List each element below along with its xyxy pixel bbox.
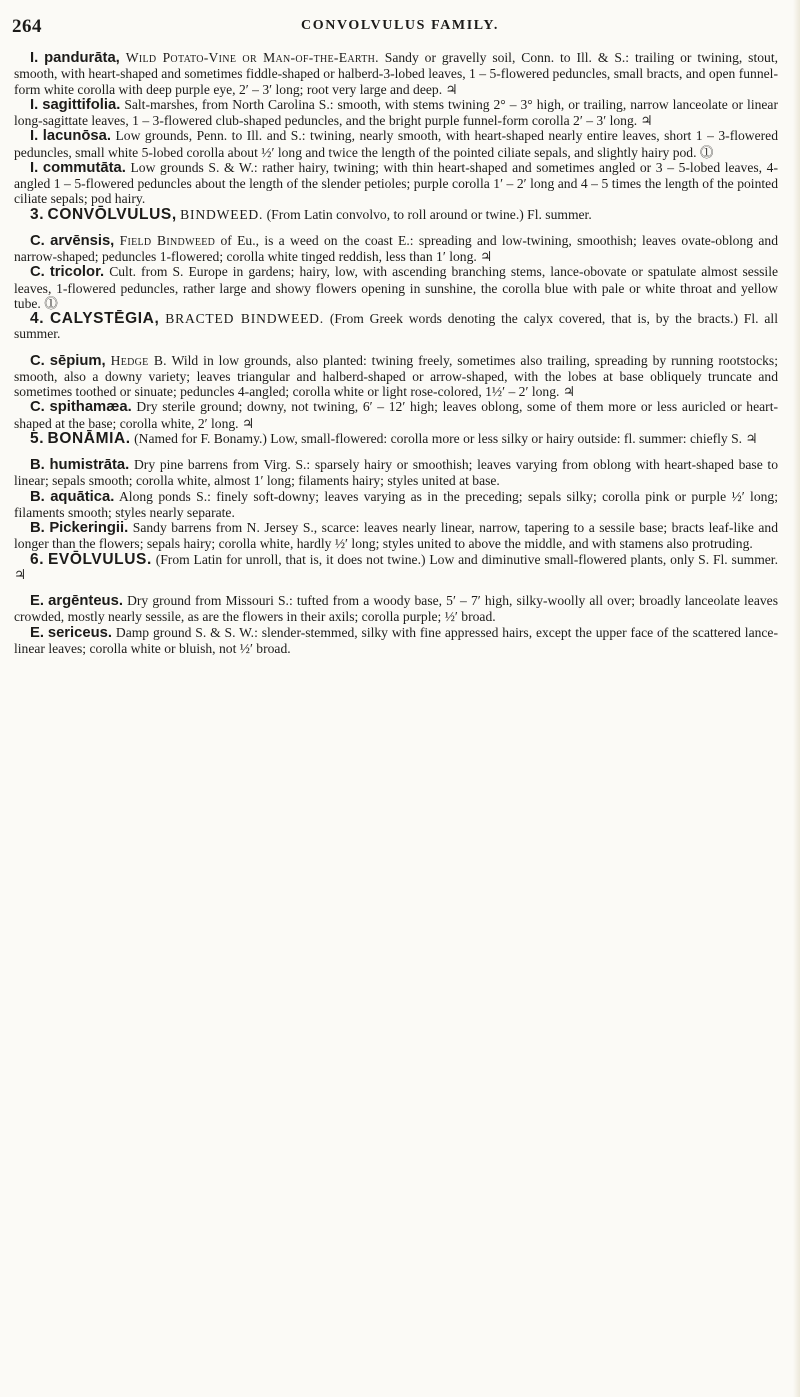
species-common-name: Field Bindweed <box>119 232 216 248</box>
species-name: commutāta. <box>42 159 126 176</box>
species-name: spithamæa. <box>49 399 132 416</box>
species-genus-initial: C. <box>30 264 45 281</box>
species-entry <box>14 160 778 207</box>
species-entry <box>14 593 778 625</box>
species-description: Salt-marshes, from North Carolina S.: smooth, with stems twining 2° – 3° high, or trailing, narrow lanceolate or linear long-sagittate leaves, 1 – 3-flowered club-shaped peduncles, and the bright purple funnel-form corolla 2′ – 3′ long. ♃ <box>14 96 778 128</box>
species-description: Dry sterile ground; downy, not twining, 6′ – 12′ high; leaves oblong, some of them more or less auricled or heart-shaped at the base; corolla white, 2′ long. ♃ <box>14 399 778 431</box>
running-title: CONVOLVULUS FAMILY. <box>301 18 499 33</box>
species-name: pandurāta, <box>44 50 120 66</box>
genus-number: 6. <box>30 550 45 568</box>
text-body <box>14 50 778 656</box>
species-name: tricolor. <box>49 264 105 281</box>
species-name: argēnteus. <box>48 593 123 609</box>
genus-heading <box>14 311 778 342</box>
species-genus-initial: B. <box>30 520 45 536</box>
species-description: Sandy barrens from N. Jersey S., scarce: leaves nearly linear, narrow, tapering to a sessile base; bracts leaf-like and longer than the flowers; sepals hairy; corolla white, hardly ½′ long; styles united to above the middle, and with stamens also protruding. <box>14 520 778 552</box>
species-genus-initial: I. <box>30 50 39 66</box>
genus-common-name: BINDWEED. <box>180 206 264 222</box>
species-description: Dry pine barrens from Virg. S.: sparsely hairy or smoothish; leaves varying from oblong with heart-shaped base to linear; sepals smooth; corolla white, almost 1′ long; filaments hairy; styles united at base. <box>14 457 778 489</box>
species-description: of Eu., is a weed on the coast E.: spreading and low-twining, smoothish; leaves ovate-oblong and narrow-shaped; peduncles 1-flowered; corolla white tinged reddish, less than 1′ long. ♃ <box>14 232 778 264</box>
species-description: Cult. from S. Europe in gardens; hairy, low, with ascending branching stems, lance-obovate or spatulate almost sessile leaves, 1-flowered peduncles, rather large and showy flowers opening in sunshine, the corolla blue with pale or white throat and yellow tube. ⓵ <box>14 264 779 311</box>
species-entry <box>14 353 778 400</box>
species-entry <box>14 50 778 97</box>
genus-number: 3. <box>30 205 45 223</box>
species-genus-initial: C. <box>30 232 45 249</box>
genus-heading <box>14 207 778 222</box>
species-description: Low grounds S. & W.: rather hairy, twining; with thin heart-shaped and sometimes angled or 3 – 5-lobed leaves, 4-angled 1 – 5-flowered peduncles about the length of the slender petioles; purple corolla 1′ – 2′ long and 4 – 5 times the length of the pointed ciliate sepals; pod hairy. <box>14 159 778 207</box>
page-edge-shadow <box>793 0 800 1397</box>
species-description: Wild in low grounds, also planted: twining freely, sometimes also trailing, spreading by running rootstocks; smooth, also a downy variety; leaves triangular and halberd-shaped or arrow-shaped, with the lobes at base obliquely truncate and sometimes toothed or sinuate; peduncles 4-angled; corolla white or light rose-colored, 1½′ – 2′ long. ♃ <box>14 352 778 399</box>
species-name: sagittifolia. <box>42 96 121 113</box>
genus-common-name: BRACTED BINDWEED. <box>165 311 324 326</box>
species-entry <box>14 233 778 265</box>
species-name: humistrāta. <box>49 457 130 473</box>
genus-description: (From Latin convolvo, to roll around or twine.) Fl. summer. <box>266 206 592 222</box>
species-entry <box>14 520 778 552</box>
species-name: sēpium, <box>49 352 106 369</box>
species-description: Along ponds S.: finely soft-downy; leaves varying as in the preceding; sepals silky; corolla pink or purple ½′ long; filaments smooth; styles nearly separate. <box>14 488 778 520</box>
genus-description: (From Greek words denoting the calyx covered, that is, by the bracts.) Fl. all summer. <box>14 311 778 342</box>
genus-name: CONVŌLVULUS, <box>47 205 177 223</box>
species-name: lacunōsa. <box>42 128 111 145</box>
species-entry <box>14 128 778 160</box>
genus-description: (From Latin for unroll, that is, it does not twine.) Low and diminutive small-flowered plants, only S. Fl. summer. ♃ <box>14 551 778 582</box>
species-name: sericeus. <box>47 624 113 641</box>
genus-number: 5. <box>30 429 45 447</box>
genus-heading <box>14 431 778 446</box>
species-genus-initial: I. <box>30 159 39 176</box>
species-entry <box>14 97 778 129</box>
species-genus-initial: I. <box>30 96 39 113</box>
genus-name: EVŌLVULUS. <box>47 550 152 568</box>
species-entry <box>14 264 778 311</box>
species-entry <box>14 625 778 657</box>
species-entry <box>14 399 778 431</box>
species-genus-initial: E. <box>30 593 44 609</box>
species-genus-initial: C. <box>30 399 45 416</box>
species-common-name: Hedge B. <box>110 352 167 368</box>
species-common-name: Wild Potato-Vine or Man-of-the-Earth. <box>125 50 379 65</box>
species-genus-initial: B. <box>30 457 45 473</box>
genus-number: 4. <box>30 310 45 327</box>
genus-name: CALYSTĒGIA, <box>49 310 160 327</box>
species-name: Pickeringii. <box>49 520 129 536</box>
species-genus-initial: C. <box>30 352 45 369</box>
species-name: aquātica. <box>50 488 115 505</box>
species-name: arvēnsis, <box>50 232 115 249</box>
genus-name: BONĀMIA. <box>47 429 131 447</box>
species-genus-initial: B. <box>30 488 45 505</box>
species-description: Damp ground S. & S. W.: slender-stemmed, silky with fine appressed hairs, except the upper face of the scattered lance-linear leaves; corolla white or bluish, not ½′ broad. <box>14 624 778 656</box>
species-description: Sandy or gravelly soil, Conn. to Ill. & S.: trailing or twining, stout, smooth, with heart-shaped and sometimes fiddle-shaped or halberd-3-lobed leaves, 1 – 5-flowered peduncles, small bracts, and open funnel-form white corolla with deep purple eye, 2′ – 3′ long; root very large and deep. ♃ <box>14 50 778 97</box>
species-genus-initial: I. <box>30 128 39 145</box>
species-entry <box>14 457 778 489</box>
species-entry <box>14 489 778 521</box>
species-genus-initial: E. <box>30 624 44 641</box>
species-description: Low grounds, Penn. to Ill. and S.: twining, nearly smooth, with heart-shaped nearly entire leaves, short 1 – 3-flowered peduncles, small white 5-lobed corolla about ½′ long and twice the length of the pointed ciliate sepals, and slightly hairy pod. ⓵ <box>14 128 779 160</box>
genus-heading <box>14 552 778 583</box>
species-description: Dry ground from Missouri S.: tufted from a woody base, 5′ – 7′ high, silky-woolly all over; broadly lanceolate leaves crowded, mostly nearly sessile, as are the flowers in their axils; corolla purple; ½′ broad. <box>14 593 778 625</box>
genus-description: (Named for F. Bonamy.) Low, small-flowered: corolla more or less silky or hairy outside: fl. summer: chiefly S. ♃ <box>134 430 758 446</box>
page-number: 264 <box>12 16 42 37</box>
